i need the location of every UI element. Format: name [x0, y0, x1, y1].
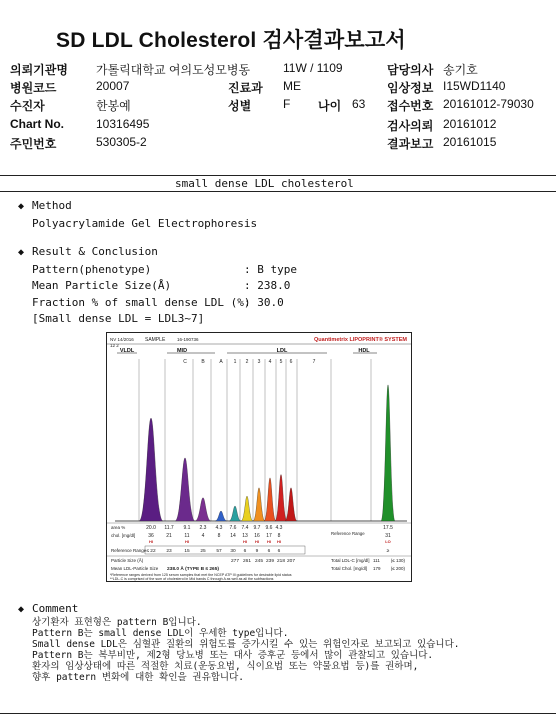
clinical-info-value: I15WD1140 [443, 79, 506, 93]
particle-size-value: 207 [286, 559, 296, 564]
peak-2 [241, 496, 253, 521]
particle-size-value: 218 [276, 559, 286, 564]
area-row-label: area % [111, 525, 126, 530]
ward-value: 11W / 1109 [283, 61, 343, 75]
hospital-code-label: 병원코드 [10, 81, 57, 95]
diamond-bullet-icon: ◆ [18, 604, 25, 615]
particle-row-label: Particle Size (Å) [111, 558, 144, 563]
result-heading-text: Result & Conclusion [32, 245, 158, 258]
method-text: Polyacrylamide Gel Electrophoresis [32, 217, 258, 230]
chol-row-label: chol. [mg/dl] [111, 533, 136, 538]
hospital-code-value: 20007 [96, 79, 130, 93]
pattern-label: Pattern(phenotype) [32, 263, 152, 276]
chart-header-text-1: NV 14/2016 [110, 337, 134, 342]
peak-b [195, 498, 211, 521]
group-label-hdl: HDL [358, 348, 370, 354]
area-value: 7.4 [241, 525, 249, 531]
small-dense-note: [Small dense LDL = LDL3~7] [32, 312, 205, 325]
reference-value: 30 [230, 549, 236, 554]
lipoprint-chart [106, 332, 412, 582]
report-title: SD LDL Cholesterol 검사결과보고서 [56, 29, 406, 52]
resident-no-value: 530305-2 [96, 135, 147, 149]
reference-value: 9 [255, 549, 259, 554]
band-label-B: B [201, 359, 205, 365]
ref-row-label: Reference Range [111, 548, 147, 553]
peak-4 [264, 478, 276, 521]
comment-line: 상기환자 표현형은 pattern B입니다. [32, 617, 202, 628]
area-value: 9.6 [265, 525, 273, 531]
test-request-label: 검사의뢰 [387, 119, 434, 133]
reference-value: 57 [216, 549, 222, 554]
area-value: 4.3 [275, 525, 283, 531]
area-value: 9.7 [253, 525, 261, 531]
pattern-value: : B type [244, 263, 297, 276]
fraction-value: : 30.0 [244, 296, 284, 309]
mean-size-value: 238.0 Å (TYPE B ≤ 265) [167, 567, 219, 572]
mean-row-label: Mean LDL-Particle Size [111, 566, 159, 571]
age-label: 나이 [318, 99, 342, 113]
particle-size-value: 239 [265, 559, 275, 564]
peak-3 [253, 488, 265, 521]
doctor-label: 담당의사 [387, 63, 434, 77]
total-chol-value: 179 [373, 566, 381, 571]
referral-org-label: 의뢰기관명 [10, 63, 68, 77]
band-label-7: 7 [312, 359, 316, 365]
comment-heading [18, 602, 78, 615]
result-report-value: 20161015 [443, 135, 497, 149]
chol-value: 11 [184, 533, 190, 539]
result-report-label: 결과보고 [387, 137, 434, 151]
hdl-ref-label: Reference Range [331, 531, 365, 536]
band-label-A: A [219, 359, 223, 365]
chol-flag: LO [385, 539, 391, 544]
resident-no-label: 주민번호 [10, 137, 57, 151]
method-heading-text: Method [32, 199, 72, 212]
total-ldl-label: Total LDL-C [mg/dl] [331, 558, 370, 563]
chart-header-text-2: 12 2 [110, 343, 119, 348]
area-value: 7.6 [229, 525, 237, 531]
band-label-5: 5 [279, 359, 283, 365]
band-label-4: 4 [268, 359, 272, 365]
clinical-info-label: 임상정보 [387, 81, 434, 95]
reference-value: ≤ 22 [146, 549, 156, 554]
sex-value: F [283, 97, 291, 111]
reference-value: 6 [243, 549, 247, 554]
peak-hdl [381, 385, 395, 521]
group-label-ldl: LDL [276, 348, 288, 354]
particle-size-value: 245 [254, 559, 264, 564]
peak-c [175, 458, 195, 521]
patient-name-value: 한봉예 [96, 99, 131, 113]
chart-no-label: Chart No. [10, 117, 64, 131]
chart-no-value: 10316495 [96, 117, 150, 131]
result-heading [18, 245, 158, 258]
reference-value: 6 [267, 549, 271, 554]
reference-value: 25 [200, 549, 206, 554]
chol-value: 17 [266, 533, 272, 539]
chol-value: 8 [277, 533, 281, 539]
chol-value: 31 [385, 533, 391, 539]
footnote-2: **LDL-C is comprised of the sum of cholesterol in Mid bands C through A as well as all the subfractions [110, 577, 274, 581]
total-chol-ref: (≤ 200) [390, 566, 405, 571]
comment-line: Pattern B는 small dense LDL이 우세한 type입니다. [32, 628, 289, 639]
referral-org-value: 가톨릭대학교 여의도성모병동 [96, 63, 251, 77]
particle-size-value: 277 [230, 559, 240, 564]
band-label-2: 2 [245, 359, 249, 365]
department-value: ME [283, 79, 301, 93]
chol-flag: HI [267, 539, 271, 544]
receipt-no-value: 20161012-79030 [443, 97, 534, 111]
footer-rule [0, 713, 556, 714]
chol-value: 21 [166, 533, 172, 539]
chol-flag: HI [149, 539, 153, 544]
reference-value: ≥ [386, 549, 390, 554]
area-value: 17.5 [383, 525, 393, 531]
band-label-C: C [183, 359, 187, 365]
chol-value: 13 [242, 533, 248, 539]
sample-id: 16-190736 [177, 337, 199, 342]
diamond-bullet-icon: ◆ [18, 201, 25, 212]
section-rule-bottom [0, 191, 556, 192]
chol-value: 36 [148, 533, 154, 539]
footnote-1: *Reference ranges derived from 125 serum samples that met the NCEP ATP III guidelines for desirable lipid status [110, 573, 292, 577]
comment-line: 환자의 임상상태에 따른 적절한 치료(운동요법, 식이요법 또는 약물요법 등)를 권하며, [32, 661, 419, 672]
patient-name-label: 수진자 [10, 99, 45, 113]
comment-line: Pattern B는 복부비만, 제2형 당뇨병 또는 대사 증후군 등에서 많이 관찰되고 있습니다. [32, 650, 434, 661]
method-heading [18, 199, 72, 212]
chol-flag: HI [277, 539, 281, 544]
peak-5 [275, 475, 287, 521]
reference-value: 6 [277, 549, 281, 554]
chol-flag: HI [255, 539, 259, 544]
band-label-1: 1 [233, 359, 237, 365]
chol-value: 14 [230, 533, 236, 539]
chol-value: 16 [254, 533, 260, 539]
comment-heading-text: Comment [32, 602, 79, 615]
band-label-3: 3 [257, 359, 261, 365]
test-request-value: 20161012 [443, 117, 497, 131]
total-chol-label: Total Chol. [mg/dl] [331, 566, 368, 571]
reference-value: 23 [166, 549, 172, 554]
area-value: 2.3 [199, 525, 207, 531]
chol-flag: HI [185, 539, 189, 544]
band-label-6: 6 [289, 359, 293, 365]
chol-value: 4 [201, 533, 205, 539]
group-label-vldl: VLDL [119, 348, 135, 354]
doctor-value: 송기호 [443, 63, 478, 77]
area-value: 11.7 [164, 525, 174, 531]
chol-value: 8 [217, 533, 221, 539]
area-value: 4.3 [215, 525, 223, 531]
comment-line: 향후 pattern 변화에 대한 확인을 권유합니다. [32, 672, 245, 683]
department-label: 진료과 [228, 81, 263, 95]
peak-a [215, 511, 227, 521]
brand-text: Quantimetrix LIPOPRINT® SYSTEM [314, 337, 407, 343]
reference-value: 15 [184, 549, 190, 554]
sex-label: 성별 [228, 99, 252, 113]
sample-label: SAMPLE [145, 337, 166, 343]
lipoprint-svg [107, 333, 411, 581]
particle-size-value: : 238.0 [244, 279, 291, 292]
peak-1 [229, 506, 241, 521]
peak-6 [285, 488, 297, 521]
group-label-mid: MID [176, 348, 188, 354]
fraction-label: Fraction % of small dense LDL (%) [32, 296, 251, 309]
area-value: 9.1 [183, 525, 191, 531]
area-value: 20.0 [146, 525, 156, 531]
chol-flag: HI [243, 539, 247, 544]
total-ldl-value: 111 [373, 558, 380, 563]
peak-vldl [139, 418, 163, 521]
total-ldl-ref: (≤ 130) [390, 558, 405, 563]
particle-size-value: 261 [242, 559, 252, 564]
section-rule-top [0, 175, 556, 176]
particle-size-label: Mean Particle Size(Å) [32, 279, 172, 292]
comment-line: Small dense LDL은 심혈관 질환의 위험도를 증가시킬 수 있는 위험인자로 보고되고 있습니다. [32, 639, 460, 650]
section-title: small dense LDL cholesterol [175, 177, 354, 190]
diamond-bullet-icon: ◆ [18, 247, 25, 258]
age-value: 63 [352, 97, 366, 111]
receipt-no-label: 접수번호 [387, 99, 434, 113]
